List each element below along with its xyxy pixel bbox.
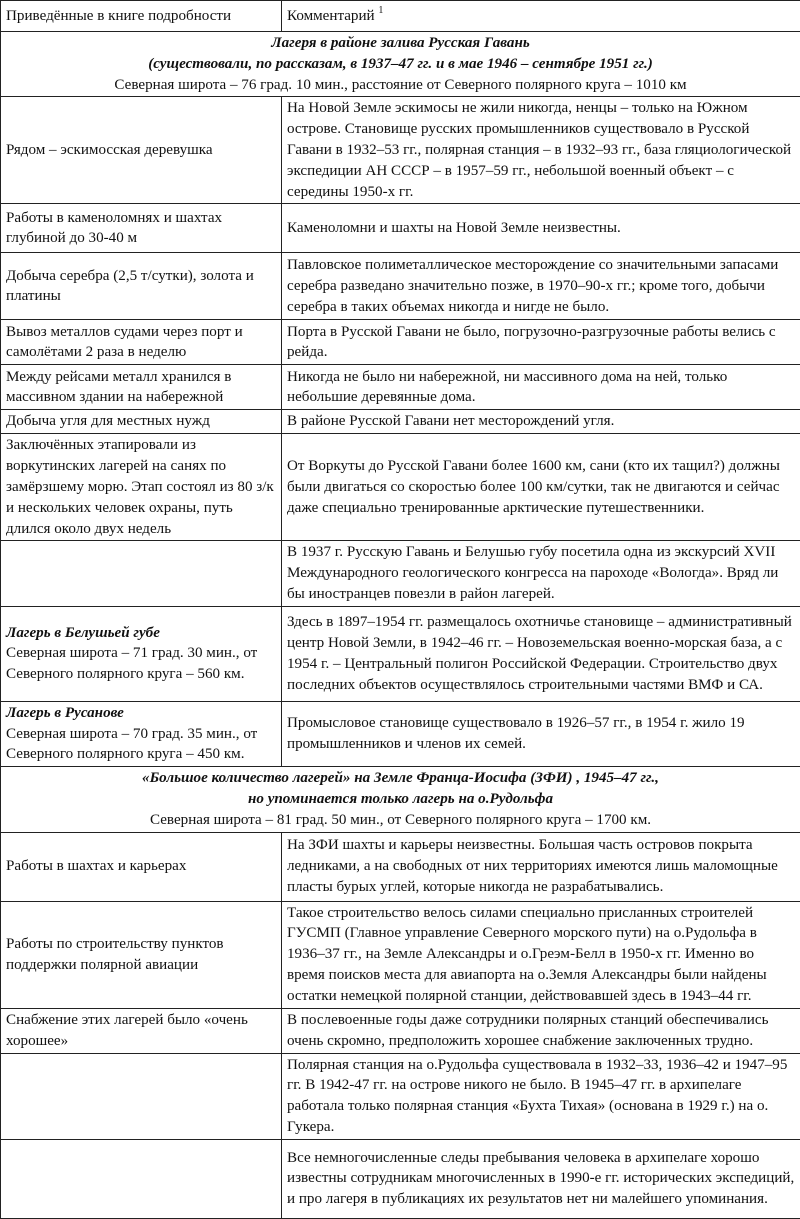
header-comment <box>282 1 800 32</box>
camp-row-belushya <box>1 606 800 701</box>
table-row <box>1 97 800 204</box>
claim-cell: Работы в шахтах и карьерах <box>1 832 282 901</box>
section2-subtitle: но упоминается только лагерь на о.Рудольфа <box>6 789 795 810</box>
header-claims <box>1 1 282 32</box>
table-row <box>1 410 800 434</box>
claim-cell: Добыча угля для местных нужд <box>1 410 282 434</box>
comment-cell: В районе Русской Гавани нет месторождений угля. <box>282 410 800 434</box>
comment-cell: На Новой Земле эскимосы не жили никогда, ненцы – только на Южном острове. Становище русских промышленников существовало в Русской Гавани в 1932–53 гг., полярная станция – в 1932–93 гг., база гляциологической экспедиции АН СССР – в 1957–59 гг., небольшой военный объект – с середины 1950-х гг. <box>282 97 800 204</box>
camp-row-rusanovo <box>1 701 800 766</box>
section1-cell <box>1 32 800 97</box>
claim-cell <box>1 1139 282 1218</box>
claim-cell: Между рейсами металл хранился в массивном здании на набережной <box>1 365 282 410</box>
footnote-mark: 1 <box>378 5 383 16</box>
camp-rusanovo-cell <box>1 701 282 766</box>
table-row <box>1 365 800 410</box>
comment-cell: От Воркуты до Русской Гавани более 1600 км, сани (кто их тащил?) должны были двигаться со скоростью более 100 км/сутки, так не двигаются и сейчас даже специально тренированные арктические путешественники. <box>282 434 800 541</box>
claim-cell: Рядом – эскимосская деревушка <box>1 97 282 204</box>
section2-cell <box>1 767 800 832</box>
camp-belushya-name: Лагерь в Белушьей губе <box>6 623 276 644</box>
section2-coords: Северная широта – 81 град. 50 мин., от Северного полярного круга – 1700 км. <box>6 810 795 831</box>
header-comment-label: Комментарий <box>287 8 375 24</box>
section-heading-russkaya-gavan <box>1 32 800 97</box>
table-row <box>1 1053 800 1139</box>
camp-belushya-cell <box>1 606 282 701</box>
claim-cell: Добыча серебра (2,5 т/сутки), золота и платины <box>1 253 282 320</box>
claim-cell <box>1 541 282 606</box>
claim-cell: Вывоз металлов судами через порт и самолётами 2 раза в неделю <box>1 320 282 365</box>
section2-title: «Большое количество лагерей» на Земле Франца-Иосифа (ЗФИ) , 1945–47 гг., <box>6 768 795 789</box>
section1-coords: Северная широта – 76 град. 10 мин., расстояние от Северного полярного круга – 1010 км <box>6 75 795 96</box>
table-row <box>1 434 800 541</box>
comment-cell: Здесь в 1897–1954 гг. размещалось охотничье становище – административный центр Новой Земли, в 1942–46 гг. – Новоземельская военно-морская база, а с 1954 г. – Центральный полигон Российской Федерации. Строительство двух последних объектов осуществлялось строительными частями ВМФ и СА. <box>282 606 800 701</box>
comment-cell: Промысловое становище существовало в 1926–57 гг., в 1954 г. жило 19 промышленников и членов их семей. <box>282 701 800 766</box>
section1-subtitle: (существовали, по рассказам, в 1937–47 гг. и в мае 1946 – сентябре 1951 гг.) <box>6 54 795 75</box>
comment-cell: Павловское полиметаллическое месторождение со значительными запасами серебра разведано значительно позже, в 1970–90-х гг.; кроме того, добычи серебра в таких объемах никогда и нигде не было. <box>282 253 800 320</box>
claim-cell: Снабжение этих лагерей было «очень хорошее» <box>1 1008 282 1053</box>
section-heading-zfi <box>1 767 800 832</box>
camp-belushya-coords: Северная широта – 71 град. 30 мин., от Северного полярного круга – 560 км. <box>6 643 276 685</box>
header-row <box>1 1 800 32</box>
comment-cell: Порта в Русской Гавани не было, погрузочно-разгрузочные работы велись с рейда. <box>282 320 800 365</box>
table-row <box>1 541 800 606</box>
comment-cell: Никогда не было ни набережной, ни массивного дома на ней, только небольшие деревянные дома. <box>282 365 800 410</box>
camp-rusanovo-coords: Северная широта – 70 град. 35 мин., от Северного полярного круга – 450 км. <box>6 724 276 766</box>
comment-cell: Такое строительство велось силами специально присланных строителей ГУСМП (Главное управление Северного морского пути) на о.Рудольфа в 1936–37 гг., на Земле Александры и о.Греэм-Белл в 1950-х гг. Именно во время поисков места для авиапорта на о.Земля Александры были найдены остатки немецкой полярной станции, действовавшей здесь в 1943–44 гг. <box>282 901 800 1008</box>
comment-cell: Каменоломни и шахты на Новой Земле неизвестны. <box>282 204 800 253</box>
claim-cell: Заключённых этапировали из воркутинских лагерей на санях по замёрзшему морю. Этап состоял из 80 з/к и нескольких человек охраны, путь длился около двух недель <box>1 434 282 541</box>
claim-cell <box>1 1053 282 1139</box>
claim-cell: Работы в каменоломнях и шахтах глубиной до 30-40 м <box>1 204 282 253</box>
section1-title: Лагеря в районе залива Русская Гавань <box>6 33 795 54</box>
comment-cell: В 1937 г. Русскую Гавань и Белушью губу посетила одна из экскурсий XVII Международного геологического конгресса на пароходе «Вологда». Вряд ли бы иностранцев повезли в район лагерей. <box>282 541 800 606</box>
table-row <box>1 253 800 320</box>
comment-cell: Все немногочисленные следы пребывания человека в архипелаге хорошо известны сотрудникам многочисленных в 1990-е гг. исторических экспедиций, и про лагеря в публикациях их результатов нет ни малейшего упоминания. <box>282 1139 800 1218</box>
comment-cell: На ЗФИ шахты и карьеры неизвестны. Большая часть островов покрыта ледниками, а на свободных от них территориях имеются лишь маломощные пласты бурых углей, которые никогда не разрабатывались. <box>282 832 800 901</box>
table-row <box>1 320 800 365</box>
header-claims-label: Приведённые в книге подробности <box>6 8 231 24</box>
table-row <box>1 1008 800 1053</box>
comment-cell: В послевоенные годы даже сотрудники полярных станций обеспечивались очень скромно, предположить хорошее снабжение заключенных трудно. <box>282 1008 800 1053</box>
table-row <box>1 901 800 1008</box>
claim-cell: Работы по строительству пунктов поддержки полярной авиации <box>1 901 282 1008</box>
camp-rusanovo-name: Лагерь в Русанове <box>6 703 276 724</box>
comment-cell: Полярная станция на о.Рудольфа существовала в 1932–33, 1936–42 и 1947–95 гг. В 1942-47 гг. на острове никого не было. В 1945–47 гг. в архипелаге работала только полярная станция «Бухта Тихая» (основана в 1929 г.) на о. Гукера. <box>282 1053 800 1139</box>
table-row <box>1 204 800 253</box>
table-row <box>1 832 800 901</box>
table-row <box>1 1139 800 1218</box>
